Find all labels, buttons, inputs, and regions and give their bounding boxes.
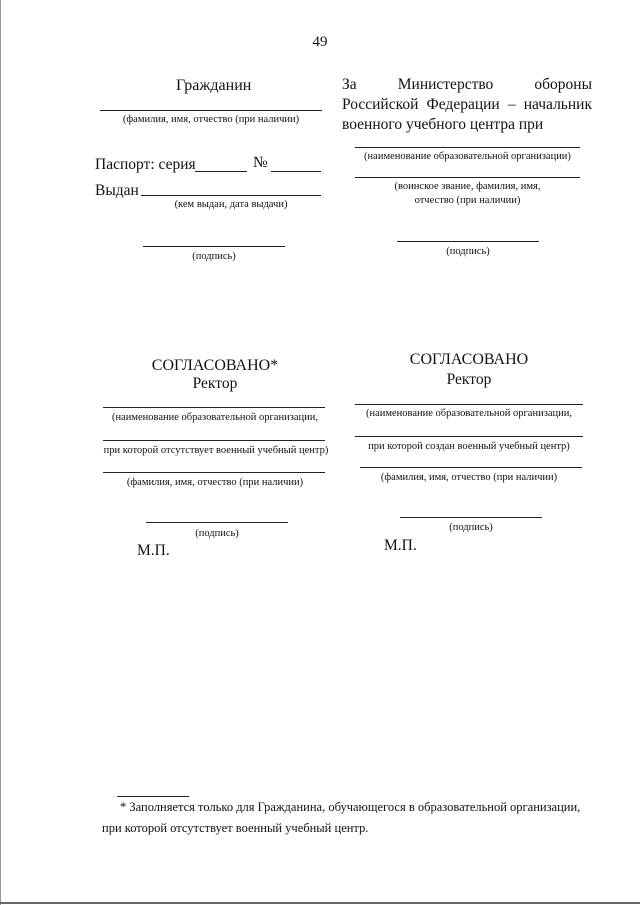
left-org-caption-2: при которой отсутствует военный учебный центр) [103, 445, 329, 456]
agreed-left-title: СОГЛАСОВАНО* [151, 357, 279, 374]
rector-right-title: Ректор [446, 371, 492, 388]
left-org-line[interactable] [103, 407, 325, 408]
citizen-title: Гражданин [176, 77, 252, 94]
passport-label: Паспорт: серия [95, 156, 196, 173]
left-stamp-place: М.П. [137, 542, 170, 559]
rank-caption-2: отчество (при наличии) [414, 195, 521, 206]
rank-caption-1: (воинское звание, фамилия, имя, [394, 181, 541, 192]
ministry-org-line[interactable] [355, 147, 580, 148]
right-org-line[interactable] [355, 404, 583, 405]
agreed-right-title: СОГЛАСОВАНО [409, 351, 529, 368]
footnote-line-1: * Заполняется только для Гражданина, обучающегося в образовательной организации, [120, 800, 581, 814]
ministry-line-3: военного учебного центра при [342, 116, 544, 133]
citizen-name-caption: (фамилия, имя, отчество (при наличии) [122, 114, 300, 125]
issued-caption: (кем выдан, дата выдачи) [174, 199, 288, 210]
citizen-signature-line[interactable] [143, 246, 285, 247]
right-stamp-place: М.П. [384, 537, 417, 554]
left-name-caption: (фамилия, имя, отчество (при наличии) [126, 477, 304, 488]
right-org-caption-2: при которой создан военный учебный центр) [368, 441, 570, 452]
left-rector-signature-line[interactable] [146, 522, 288, 523]
passport-series-line[interactable] [195, 171, 247, 172]
ministry-line-1: За Министерство обороны [342, 76, 592, 93]
ministry-org-caption: (наименование образовательной организации) [364, 151, 571, 162]
rank-name-line[interactable] [355, 177, 580, 178]
left-name-line[interactable] [103, 472, 325, 473]
right-name-line[interactable] [360, 467, 582, 468]
page-left-edge [0, 0, 1, 905]
page-bottom-edge [0, 902, 640, 904]
number-sign: № [253, 154, 268, 171]
footnote-line-2: при которой отсутствует военный учебный центр. [102, 821, 369, 835]
right-rector-signature-caption: (подпись) [449, 522, 493, 533]
ministry-signature-caption: (подпись) [446, 246, 490, 257]
citizen-signature-caption: (подпись) [192, 251, 236, 262]
issued-line[interactable] [141, 195, 321, 196]
right-org-caption: (наименование образовательной организации, [365, 408, 572, 419]
passport-number-line[interactable] [271, 171, 321, 172]
left-rector-signature-caption: (подпись) [195, 528, 239, 539]
left-org-line-2[interactable] [103, 440, 325, 441]
left-org-caption: (наименование образовательной организации, [111, 412, 318, 423]
right-rector-signature-line[interactable] [400, 517, 542, 518]
right-name-caption: (фамилия, имя, отчество (при наличии) [380, 472, 558, 483]
rector-left-title: Ректор [192, 375, 238, 392]
ministry-line-2: Российской Федерации – начальник [342, 96, 592, 113]
page-number: 49 [312, 34, 328, 50]
issued-label: Выдан [95, 182, 139, 199]
right-org-line-2[interactable] [355, 436, 583, 437]
footnote [102, 797, 602, 839]
ministry-signature-line[interactable] [397, 241, 539, 242]
citizen-name-line[interactable] [100, 110, 322, 111]
ministry-header [342, 75, 592, 135]
